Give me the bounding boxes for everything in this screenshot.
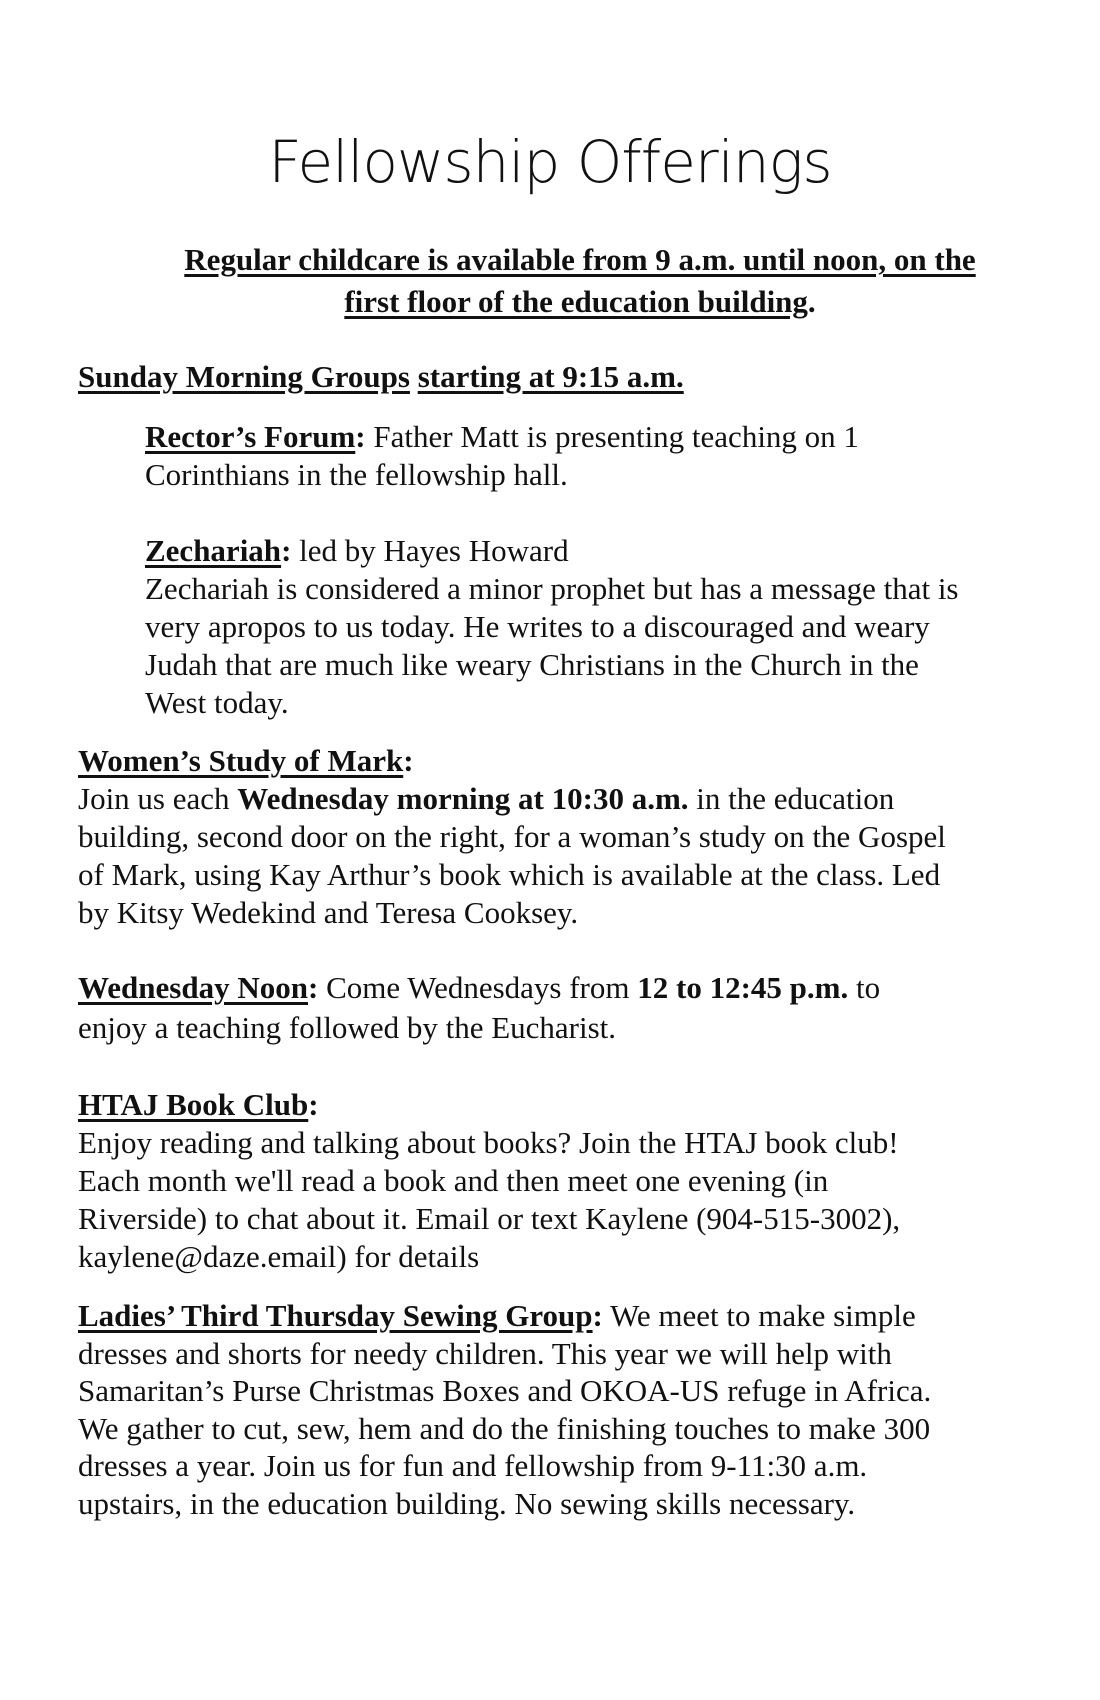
section-heading: HTAJ Book Club — [78, 1087, 309, 1122]
section-heading: first floor of the education building — [344, 284, 808, 319]
text: Enjoy reading and talking about books? Join the HTAJ book club! — [78, 1125, 899, 1160]
text-line — [78, 1238, 479, 1276]
text-line — [78, 742, 414, 780]
text-line — [78, 1485, 855, 1523]
section-heading: Ladies’ Third Thursday Sewing Group — [78, 1298, 593, 1333]
text-line — [78, 358, 684, 396]
text-line — [78, 1200, 900, 1238]
section-heading: starting at 9:15 a.m. — [417, 359, 684, 394]
text-line — [78, 856, 940, 894]
text: dresses a year. Join us for fun and fellowship from 9-11:30 a.m. — [78, 1448, 868, 1484]
text: We meet to make simple — [602, 1298, 916, 1333]
bold-text: : — [592, 1298, 603, 1333]
text: building, second door on the right, for a woman’s study on the Gospel — [78, 819, 946, 854]
text-line — [78, 818, 946, 856]
text-line — [145, 684, 289, 722]
text-line — [120, 283, 1040, 321]
text-line — [78, 1372, 931, 1410]
text-line — [145, 456, 568, 494]
bold-text: : — [355, 419, 366, 454]
text: to — [848, 970, 881, 1005]
text-line — [78, 1124, 899, 1162]
section-heading: Zechariah — [145, 533, 282, 568]
text: Judah that are much like weary Christians in the Church in the — [145, 647, 919, 682]
text-line — [78, 1335, 892, 1373]
text: West today. — [145, 685, 289, 720]
text: Corinthians in the fellowship hall. — [145, 457, 568, 492]
text-line — [78, 1447, 867, 1485]
bold-text — [410, 359, 418, 394]
bold-text: 12 to 12:45 p.m. — [637, 970, 849, 1005]
text: by Kitsy Wedekind and Teresa Cooksey. — [78, 895, 579, 930]
text: Samaritan’s Purse Christmas Boxes and OKOA-US refuge in Africa. — [78, 1373, 932, 1409]
text-line — [78, 1086, 319, 1124]
text-line — [78, 1009, 616, 1047]
text: dresses and shorts for needy children. This year we will help with — [78, 1335, 892, 1371]
text: We gather to cut, sew, hem and do the finishing touches to make 300 — [78, 1410, 931, 1446]
text: Zechariah is considered a minor prophet but has a message that is — [145, 571, 959, 606]
text: Come Wednesdays from — [318, 970, 638, 1005]
text: of Mark, using Kay Arthur’s book which is available at the class. Led — [78, 857, 941, 892]
text-line — [78, 1410, 930, 1448]
text-line — [145, 646, 919, 684]
section-heading: Wednesday Noon — [78, 970, 308, 1005]
section-heading: Women’s Study of Mark — [78, 743, 404, 778]
text: upstairs, in the education building. No sewing skills necessary. — [78, 1486, 856, 1521]
bold-text: : — [308, 1087, 319, 1122]
bold-text: : — [403, 743, 414, 778]
text-line — [78, 894, 578, 932]
text: enjoy a teaching followed by the Eucharist. — [78, 1010, 617, 1045]
text: Riverside) to chat about it. Email or text Kaylene (904-515-3002), — [78, 1201, 901, 1236]
text: in the education — [688, 781, 895, 816]
text-line — [78, 780, 894, 818]
text: very apropos to us today. He writes to a discouraged and weary — [145, 609, 930, 644]
text: led by Hayes Howard — [291, 533, 569, 568]
bold-text: : — [307, 970, 319, 1005]
text-line — [78, 1297, 916, 1335]
bold-text: . — [807, 284, 816, 319]
bold-text: : — [281, 533, 292, 568]
text: Join us each — [78, 781, 238, 816]
text-line — [145, 570, 959, 608]
text-line — [78, 969, 880, 1007]
bold-text: Wednesday morning at 10:30 a.m. — [237, 781, 689, 816]
text-line — [78, 1162, 828, 1200]
text-line — [120, 241, 1040, 279]
text: Each month we'll read a book and then meet one evening (in — [78, 1163, 829, 1198]
section-heading: Rector’s Forum — [145, 419, 356, 454]
text: kaylene@daze.email) for details — [78, 1239, 480, 1274]
text-line — [145, 532, 569, 570]
section-heading: Sunday Morning Groups — [78, 359, 410, 394]
text-line — [145, 418, 859, 456]
page-title: Fellowship Offerings — [268, 128, 832, 196]
section-heading: Regular childcare is available from 9 a.m. until noon, on the — [184, 242, 976, 277]
text-line — [145, 608, 930, 646]
text: Father Matt is presenting teaching on 1 — [365, 419, 859, 454]
